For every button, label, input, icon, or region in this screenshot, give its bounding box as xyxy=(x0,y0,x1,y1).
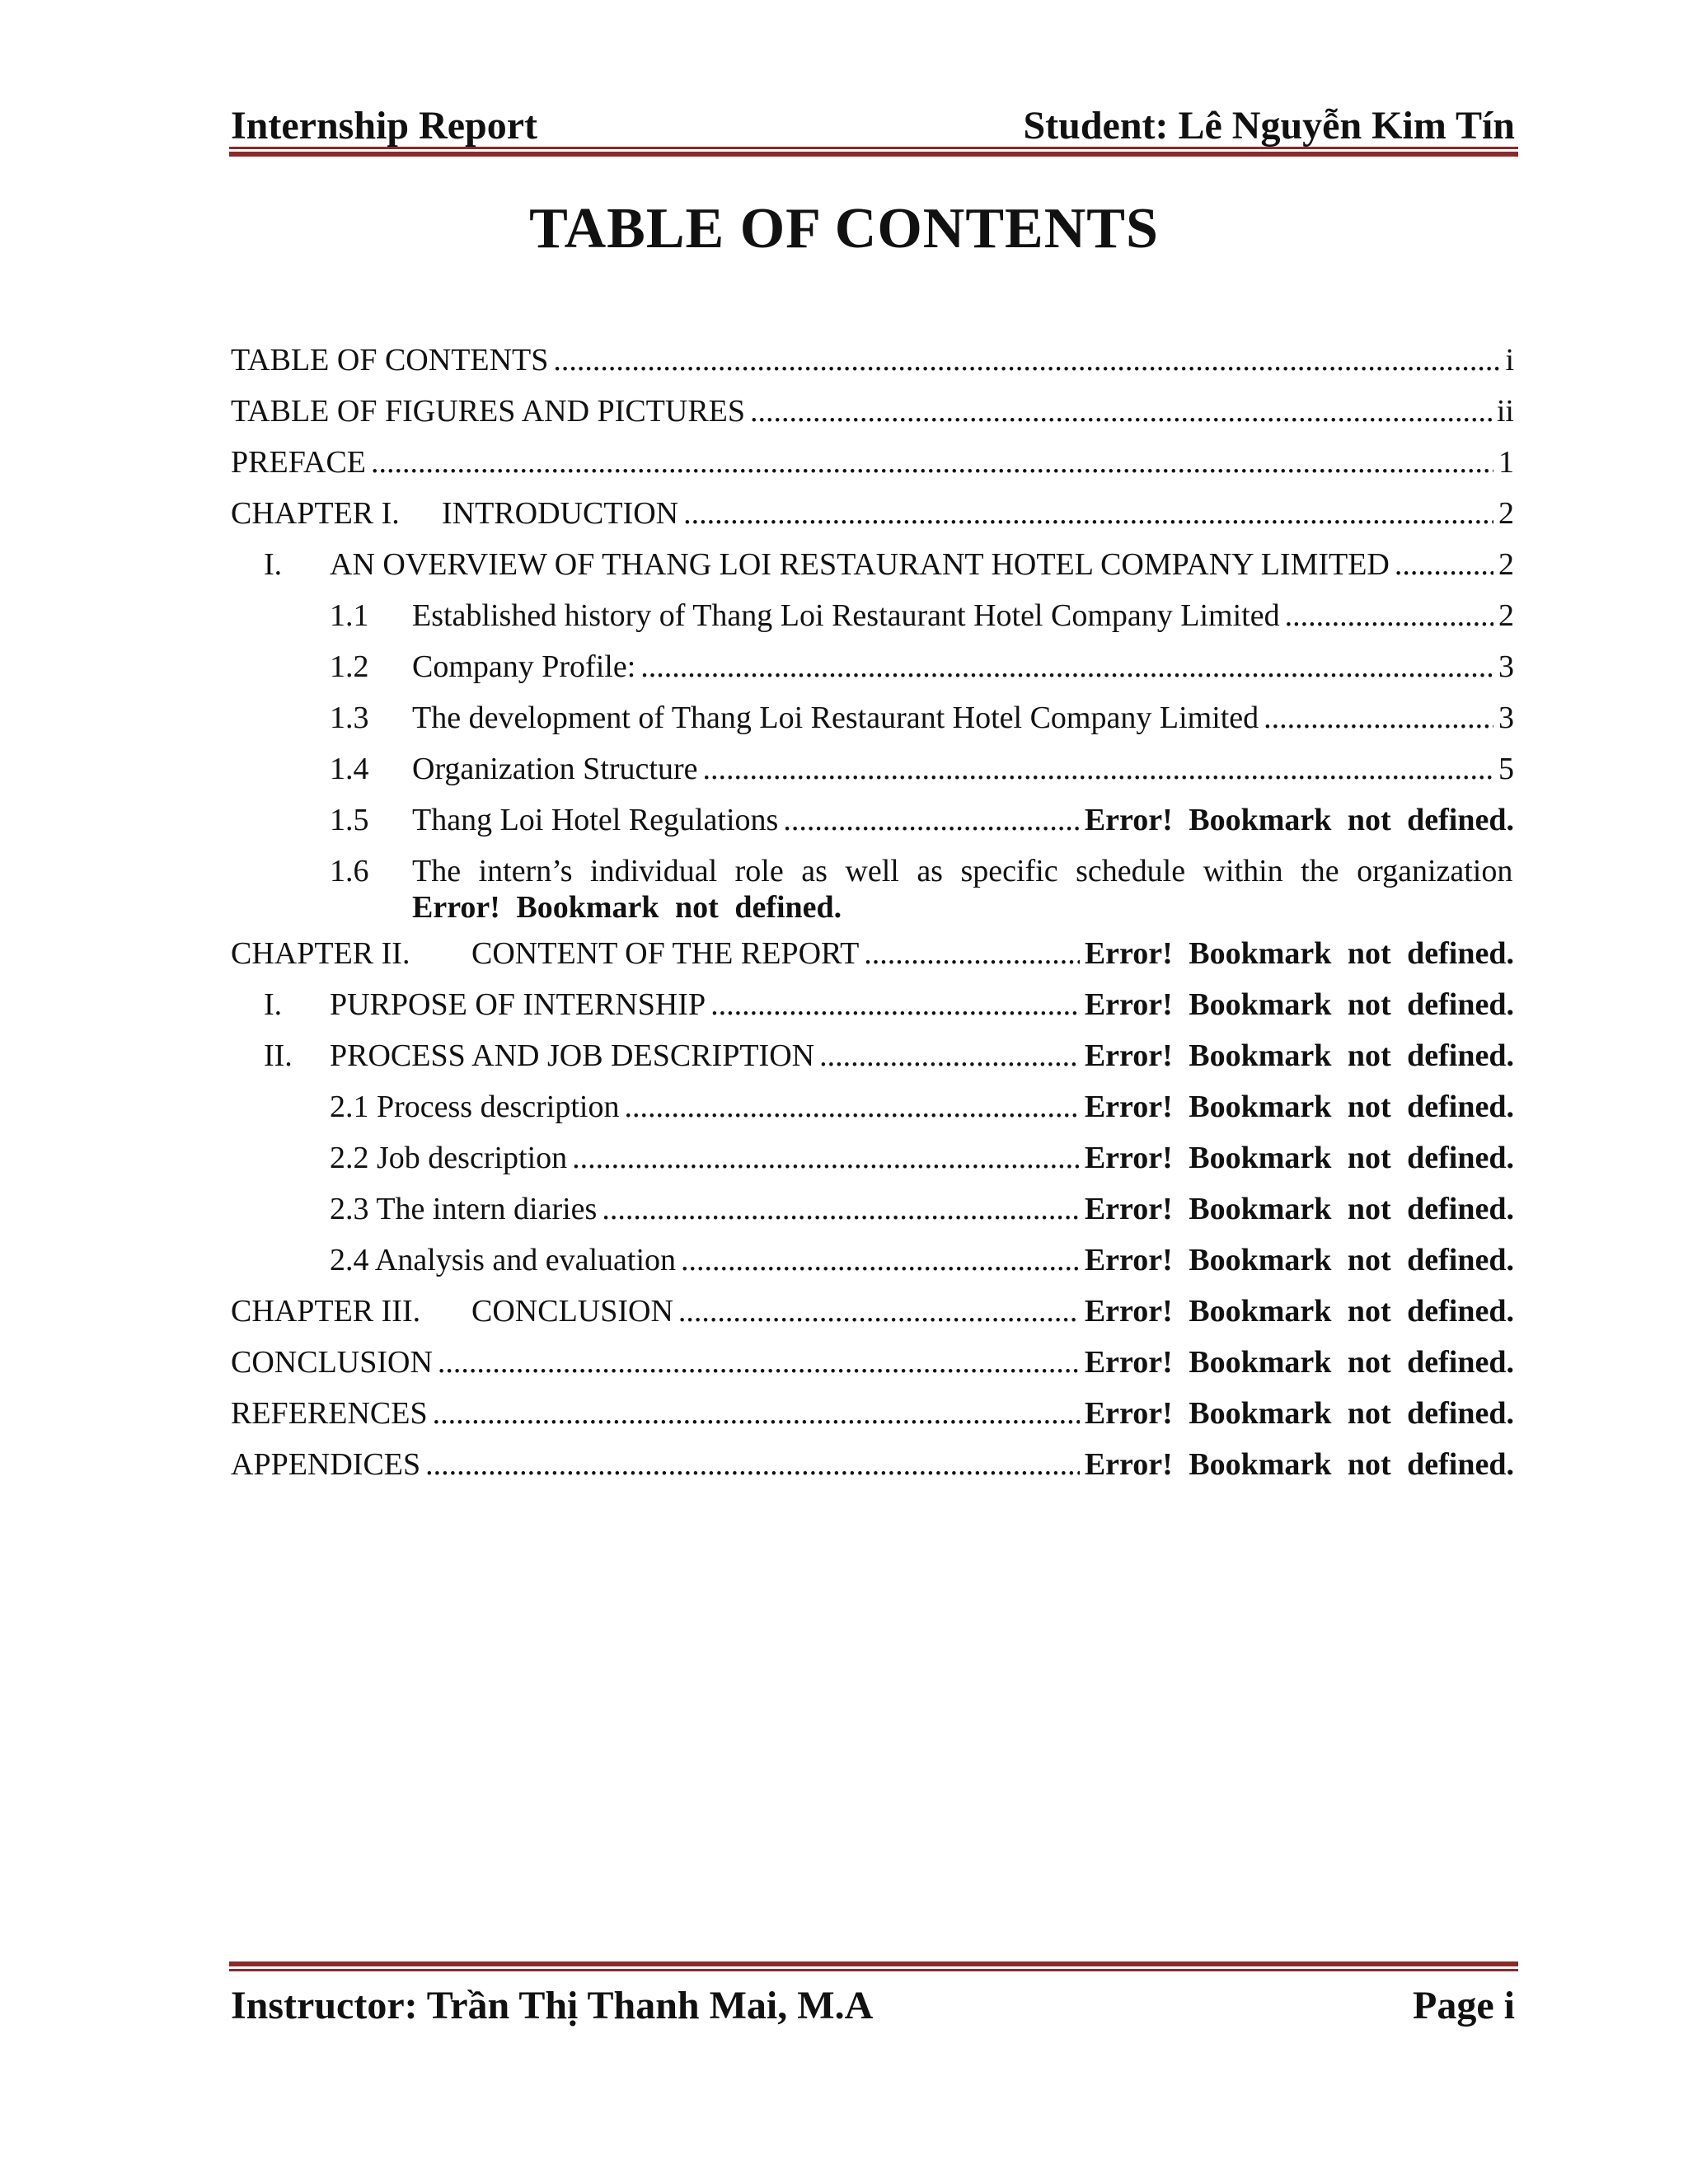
toc-entry-text: Company Profile: xyxy=(412,649,636,684)
toc-section-number: 1.3 xyxy=(330,701,369,735)
toc-entry-text: The development of Thang Loi Restaurant Hotel Company Limited xyxy=(412,701,1259,735)
toc-page-error: Error! Bookmark not defined. xyxy=(1084,1243,1514,1277)
toc-page-error: Error! Bookmark not defined. xyxy=(1084,987,1514,1022)
toc-entry-text: REFERENCES xyxy=(231,1396,428,1431)
footer-rule xyxy=(229,1961,1518,1971)
toc-section-number: 1.5 xyxy=(330,803,369,837)
toc-entry-1-6[interactable] xyxy=(231,853,1514,935)
toc-entry-1-3[interactable] xyxy=(231,700,1514,751)
toc-entry-1-4[interactable] xyxy=(231,751,1514,802)
toc-entry-purpose[interactable] xyxy=(231,987,1514,1038)
page-footer xyxy=(231,1976,1515,2034)
footer-instructor: Instructor: Trần Thị Thanh Mai, M.A xyxy=(231,1983,874,2027)
toc-page-number: 1 xyxy=(1498,445,1514,480)
toc-entry-text: 2.1 Process description xyxy=(330,1090,620,1124)
toc-leader-dots xyxy=(750,393,1492,429)
toc-section-number: I. xyxy=(264,987,283,1022)
toc-page-number: 5 xyxy=(1498,752,1514,786)
toc-leader-dots xyxy=(1395,546,1493,583)
toc-entry-text: 2.4 Analysis and evaluation xyxy=(330,1243,677,1277)
toc-page-number: 2 xyxy=(1498,496,1514,531)
toc-entry-text: APPENDICES xyxy=(231,1447,421,1482)
toc-leader-dots xyxy=(602,1191,1079,1227)
toc-entry-table-of-contents[interactable] xyxy=(231,342,1514,393)
toc-page-error: Error! Bookmark not defined. xyxy=(1084,1345,1514,1380)
table-of-contents xyxy=(231,342,1514,1497)
toc-page-error: Error! Bookmark not defined. xyxy=(1084,1038,1514,1073)
toc-leader-dots xyxy=(702,751,1493,787)
toc-entry-text: TABLE OF FIGURES AND PICTURES xyxy=(231,394,746,429)
toc-entry-2-3[interactable] xyxy=(231,1191,1514,1242)
toc-leader-dots xyxy=(624,1089,1079,1125)
toc-leader-dots xyxy=(681,1242,1080,1278)
toc-entry-text: 2.3 The intern diaries xyxy=(330,1192,598,1226)
toc-entry-text: PURPOSE OF INTERNSHIP xyxy=(330,987,706,1022)
toc-entry-text: CONCLUSION xyxy=(231,1345,433,1380)
toc-entry-2-1[interactable] xyxy=(231,1089,1514,1140)
toc-section-number: I. xyxy=(264,547,283,582)
toc-chapter-number: CHAPTER II. xyxy=(231,936,410,971)
toc-chapter-number: CHAPTER I. xyxy=(231,496,400,531)
toc-entry-1-1[interactable] xyxy=(231,598,1514,649)
footer-page-number: Page i xyxy=(1413,1983,1515,2027)
toc-leader-dots xyxy=(572,1140,1080,1176)
toc-entry-text: PROCESS AND JOB DESCRIPTION xyxy=(330,1038,815,1073)
header-student-name: Student: Lê Nguyễn Kim Tín xyxy=(1023,104,1515,148)
toc-page-error: Error! Bookmark not defined. xyxy=(1084,1396,1514,1431)
toc-page-number: 2 xyxy=(1498,547,1514,582)
toc-entry-text: Organization Structure xyxy=(412,752,698,786)
toc-section-number: 1.4 xyxy=(330,752,369,786)
toc-section-number: 1.6 xyxy=(330,854,369,888)
toc-entry-chapter-1[interactable] xyxy=(231,495,1514,546)
toc-entry-2-4[interactable] xyxy=(231,1242,1514,1293)
toc-leader-dots xyxy=(553,342,1500,378)
toc-entry-text: TABLE OF CONTENTS xyxy=(231,343,549,377)
toc-entry-wrapped xyxy=(412,853,1512,926)
toc-entry-text: INTRODUCTION xyxy=(442,496,679,531)
toc-leader-dots xyxy=(425,1446,1080,1483)
toc-section-number: II. xyxy=(264,1038,293,1073)
toc-entry-table-of-figures[interactable] xyxy=(231,393,1514,444)
toc-section-number: 1.1 xyxy=(330,598,369,633)
toc-entry-conclusion[interactable] xyxy=(231,1344,1514,1395)
toc-entry-text: Thang Loi Hotel Regulations xyxy=(412,803,779,837)
toc-entry-text: 2.2 Job description xyxy=(330,1141,568,1175)
toc-page-error: Error! Bookmark not defined. xyxy=(1084,936,1514,971)
toc-page-number: ii xyxy=(1496,394,1514,429)
toc-page-number: 2 xyxy=(1498,598,1514,633)
toc-entry-2-2[interactable] xyxy=(231,1140,1514,1191)
toc-leader-dots xyxy=(678,1293,1080,1329)
toc-page-error: Error! Bookmark not defined. xyxy=(1084,1192,1514,1226)
toc-entry-text: CONCLUSION xyxy=(471,1294,673,1329)
toc-page-number: i xyxy=(1505,343,1514,377)
toc-entry-chapter-2[interactable] xyxy=(231,935,1514,987)
toc-entry-text: CONTENT OF THE REPORT xyxy=(471,936,860,971)
toc-entry-appendices[interactable] xyxy=(231,1446,1514,1497)
toc-entry-1-5[interactable] xyxy=(231,802,1514,853)
toc-entry-references[interactable] xyxy=(231,1395,1514,1446)
toc-leader-dots xyxy=(783,802,1080,838)
toc-entry-1-2[interactable] xyxy=(231,649,1514,700)
toc-entry-text: PREFACE xyxy=(231,445,367,480)
toc-leader-dots xyxy=(438,1344,1080,1380)
toc-entry-overview[interactable] xyxy=(231,546,1514,598)
toc-page-error: Error! Bookmark not defined. xyxy=(1084,1294,1514,1329)
toc-leader-dots xyxy=(640,649,1493,685)
toc-leader-dots xyxy=(864,935,1080,972)
toc-page-error: Error! Bookmark not defined. xyxy=(1084,1090,1514,1124)
toc-page-number: 3 xyxy=(1498,649,1514,684)
toc-section-number: 1.2 xyxy=(330,649,369,684)
toc-page-error: Error! Bookmark not defined. xyxy=(412,890,842,925)
toc-chapter-number: CHAPTER III. xyxy=(231,1294,421,1329)
toc-page-error: Error! Bookmark not defined. xyxy=(1084,1141,1514,1175)
header-rule xyxy=(229,147,1518,157)
toc-entry-text: AN OVERVIEW OF THANG LOI RESTAURANT HOTEL COMPANY LIMITED xyxy=(330,547,1390,582)
toc-leader-dots xyxy=(710,987,1080,1023)
toc-page-error: Error! Bookmark not defined. xyxy=(1084,803,1514,837)
toc-entry-process[interactable] xyxy=(231,1038,1514,1089)
toc-entry-chapter-3[interactable] xyxy=(231,1293,1514,1344)
toc-entry-preface[interactable] xyxy=(231,444,1514,495)
toc-page-number: 3 xyxy=(1498,701,1514,735)
page-header xyxy=(231,91,1515,148)
toc-entry-text: The intern’s individual role as well as specific schedule within the organization xyxy=(412,854,1513,888)
toc-leader-dots xyxy=(819,1038,1080,1074)
toc-leader-dots xyxy=(1285,598,1493,634)
toc-leader-dots xyxy=(683,495,1493,532)
header-report-title: Internship Report xyxy=(231,104,538,148)
toc-leader-dots xyxy=(1264,700,1493,736)
toc-page-error: Error! Bookmark not defined. xyxy=(1084,1447,1514,1482)
page-title: TABLE OF CONTENTS xyxy=(529,197,1159,260)
toc-leader-dots xyxy=(433,1395,1080,1432)
toc-entry-text: Established history of Thang Loi Restaurant Hotel Company Limited xyxy=(412,598,1280,633)
toc-leader-dots xyxy=(371,444,1493,480)
